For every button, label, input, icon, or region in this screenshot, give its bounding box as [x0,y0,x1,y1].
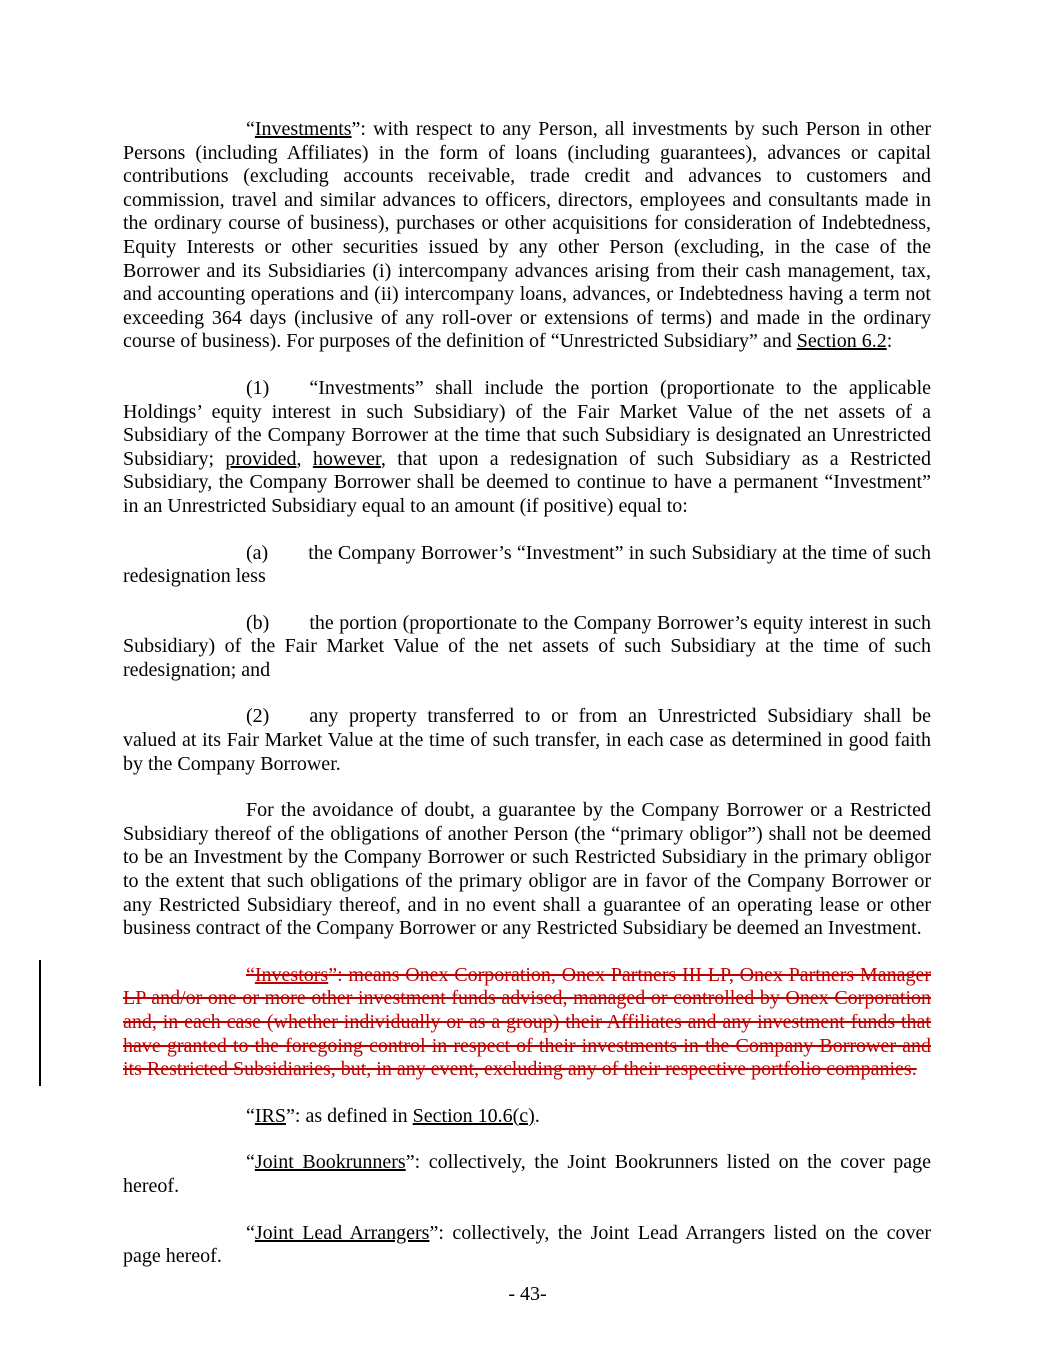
text-run: (a) [246,541,269,564]
defined-term: Section 6.2 [796,330,887,353]
paragraph-investments-clause-1b [123,612,931,683]
text-run: “ [246,1104,255,1127]
text-run: For the avoidance of doubt, a guarantee by the Company Borrower or a Restricted Subsidiary thereof of the obligations of another Person (the “primary obligor”) shall not be deemed to be an Investment by the Company Borrower or such Restricted Subsidiary in the primary obligor to the extent that such obligations of the primary obligor are in favor of the Company Borrower or any Restricted Subsidiary thereof, and in no event shall a guarantee of an operating lease or other business contract of the Company Borrower or any Restricted Subsidiary be deemed an Investment. [123,799,931,940]
text-run: “ [246,1221,255,1244]
text-run: any property transferred to or from an Unrestricted Subsidiary shall be valued at its Fair Market Value at the time of such transfer, in each case as determined in good faith by the Company Borrower. [123,705,931,775]
defined-term: Joint Bookrunners [254,1151,406,1174]
paragraph-investments-clause-1a [123,542,931,589]
text-run: “ [246,1151,255,1174]
change-bar [39,960,41,1086]
text-run: “ [246,118,255,140]
defined-term: Investments [254,118,352,140]
text-run: , that upon a redesignation of such Subsidiary as a Restricted Subsidiary, the Company Borrower shall be deemed to continue to have a permanent “Investment” in an Unrestricted Subsidiary equal to an amount (if positive) equal to: [123,447,932,517]
text-run: ”: collectively, the Joint Bookrunners listed on the cover page hereof. [123,1151,931,1197]
paragraph-joint-bookrunners-definition [123,1151,931,1198]
text-run: . [534,1104,540,1127]
text-run: the Company Borrower’s “Investment” in such Subsidiary at the time of such redesignation less [123,541,931,588]
text-run: (b) [246,611,270,634]
text-run: ”: with respect to any Person, all investments by such Person in other Persons (including Affiliates) in the form of loans (including guarantees), advances or capital contributions (excluding accounts receivable, trade credit and advances to customers and commission, travel and similar advances to officers, directors, employees and consultants made in the ordinary course of business), purchases or other acquisitions for consideration of Indebtedness, Equity Interests or other securities issued by any other Person (excluding, in the case of the Borrower and its Subsidiaries (i) intercompany advances arising from their cash management, tax, and accounting operations and (ii) intercompany loans, advances, or Indebtedness having a term not exceeding 364 days (inclusive of any roll-over or extensions of terms) and made in the ordinary course of business). For purposes of the definition of “Unrestricted Subsidiary” and [123,118,931,353]
paragraph-investments-clause-1 [123,377,931,519]
text-run: (2) [246,705,270,728]
defined-term: however [312,447,381,470]
text-run: (1) [246,376,270,399]
text-run: ”: collectively, the Joint Lead Arrangers listed on the cover page hereof. [123,1221,932,1268]
document-content [123,118,931,1269]
paragraph-joint-lead-arrangers-definition [123,1222,931,1269]
text-run: : [886,330,893,353]
text-run: the portion (proportionate to the Company Borrower’s equity interest in such Subsidiary) of the Fair Market Value of the net assets of such Subsidiary at the time of such redesignation; and [123,611,931,681]
paragraph-investments-definition [123,118,931,354]
defined-term: Joint Lead Arrangers [254,1221,430,1244]
defined-term: provided [225,447,297,470]
paragraph-avoidance-of-doubt [123,799,931,941]
text-run: ”: means Onex Corporation, Onex Partners III LP, Onex Partners Manager LP and/or one or more other investment funds advised, managed or controlled by Onex Corporation and, in each case (whether individually or as a group) their Affiliates and any investment funds that have granted to the foregoing control in respect of their investments in the Company Borrower and its Restricted Subsidiaries, but, in any event, excluding any of their respective portfolio companies. [123,963,931,1081]
paragraph-investors-definition-deleted [123,964,931,1082]
paragraph-investments-clause-2 [123,705,931,776]
defined-term: Section 10.6(c) [412,1104,535,1127]
text-run: ”: as defined in [286,1104,413,1127]
defined-term: Investors [254,963,329,986]
paragraph-irs-definition [123,1105,931,1129]
text-run: “Investments” shall include the portion (proportionate to the applicable Holdings’ equity interest in such Subsidiary) of the Fair Market Value of the net assets of a Subsidiary of the Company Borrower at the time that such Subsidiary is designated an Unrestricted Subsidiary; [123,376,931,470]
text-run: “ [246,963,255,986]
page-number: - 43- [508,1283,547,1306]
defined-term: IRS [254,1104,287,1127]
text-run: , [296,447,313,470]
